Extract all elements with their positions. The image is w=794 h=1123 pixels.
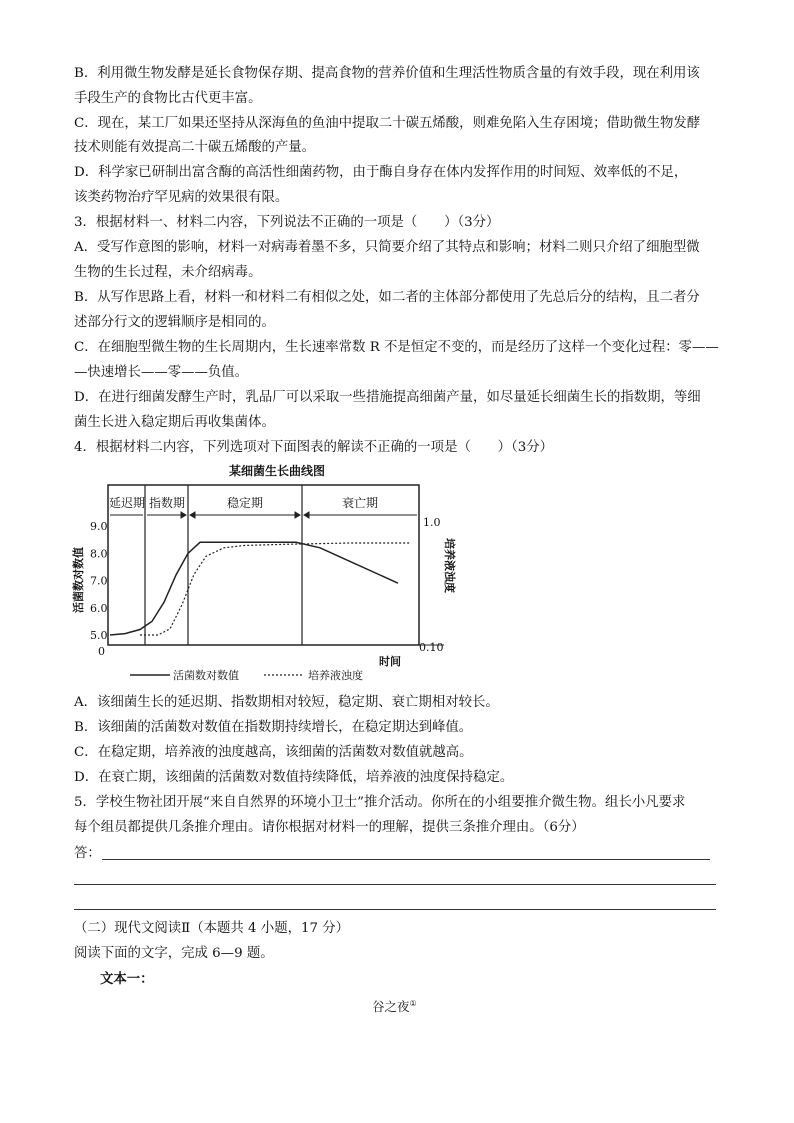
text-label: 文本一： <box>100 971 154 987</box>
line-10: B．从写作思路上看，材料一和材料二有相似之处，如二者的主体部分都使用了先总后分的结构，且二者分 <box>74 290 700 305</box>
left-tick-4: 6.0 <box>90 601 108 615</box>
left-tick-2: 8.0 <box>90 547 108 561</box>
instruction: 阅读下面的文字，完成 6—9 题。 <box>74 946 274 961</box>
x-axis-label: 时间 <box>379 655 401 668</box>
line-09: 生物的生长过程，未介绍病毒。 <box>74 265 262 280</box>
left-tick-1: 9.0 <box>90 520 108 533</box>
question-5: 5．学校生物社团开展“来自自然界的环境小卫士”推介活动。你所在的小组要推介微生物。组长小凡要求 <box>74 795 686 810</box>
line-04: 技术则能有效提高二十碳五烯酸的产量。 <box>74 140 316 155</box>
line-15: 菌生长进入稳定期后再收集菌体。 <box>74 415 275 430</box>
line-02: 手段生产的食物比古代更丰富。 <box>74 91 262 106</box>
option-a: A．该细菌生长的延迟期、指数期相对较短，稳定期、衰亡期相对较长。 <box>74 695 499 710</box>
right-tick-1: 1.0 <box>423 516 441 529</box>
phase-label-lag: 延迟期 <box>108 496 146 510</box>
line-11: 述部分行文的逻辑顺序是相同的。 <box>74 315 275 330</box>
line-08: A．受写作意图的影响，材料一对病毒着墨不多，只简要介绍了其特点和影响；材料二则只介绍了细胞型微 <box>74 240 700 255</box>
y-axis-label-left: 活菌数对数值 <box>72 547 85 613</box>
question-3: 3．根据材料一、材料二内容，下列说法不正确的一项是（ ）（3分） <box>74 215 500 230</box>
story-title-text: 谷之夜 <box>372 999 410 1015</box>
series-live-count <box>110 542 398 635</box>
answer-label: 答： <box>74 846 101 861</box>
growth-curve-chart <box>70 463 456 685</box>
phase-label-log: 指数期 <box>148 496 186 510</box>
left-tick-6: 0 <box>98 645 105 658</box>
answer-line-1[interactable] <box>102 859 710 860</box>
line-03: C．现在，某工厂如果还坚持从深海鱼的鱼油中提取二十碳五烯酸，则难免陷入生存困境；借助微生物发酵 <box>74 116 701 131</box>
series-turbidity <box>140 543 410 635</box>
line-14: D．在进行细菌发酵生产时，乳品厂可以采取一些措施提高细菌产量，如尽量延长细菌生长的指数期，等细 <box>74 390 701 405</box>
phase-label-stationary: 稳定期 <box>226 496 264 510</box>
line-01: B．利用微生物发酵是延长食物保存期、提高食物的营养价值和生理活性物质含量的有效手段，现在利用该 <box>74 66 700 81</box>
left-tick-3: 7.0 <box>90 574 108 588</box>
answer-line-3[interactable] <box>74 909 716 910</box>
story-title <box>372 995 417 1016</box>
chart-title: 某细菌生长曲线图 <box>228 464 326 478</box>
answer-line-2[interactable] <box>74 884 716 885</box>
legend-dotted-label: 培养液浊度 <box>308 669 363 682</box>
section-heading: （二）现代文阅读Ⅱ（本题共 4 小题，17 分） <box>74 921 350 936</box>
line-13: —快速增长——零——负值。 <box>74 365 249 380</box>
option-d: D．在衰亡期，该细菌的活菌数对数值持续降低，培养液的浊度保持稳定。 <box>74 770 514 785</box>
footnote-mark: ① <box>409 999 417 1008</box>
line-05: D．科学家已研制出富含酶的高活性细菌药物，由于酶自身存在体内发挥作用的时间短、效率低的不足， <box>74 165 688 180</box>
option-c: C．在稳定期，培养液的浊度越高，该细菌的活菌数对数值就越高。 <box>74 745 473 760</box>
question-4: 4．根据材料二内容，下列选项对下面图表的解读不正确的一项是（ ）（3分） <box>74 440 554 455</box>
option-b: B．该细菌的活菌数对数值在指数期持续增长，在稳定期达到峰值。 <box>74 720 473 735</box>
legend-solid-label: 活菌数对数值 <box>173 669 239 682</box>
y-axis-label-right: 培养液浊度 <box>443 538 456 593</box>
line-06: 该类药物治疗罕见病的效果很有限。 <box>74 190 289 205</box>
left-tick-5: 5.0 <box>90 629 108 642</box>
phase-label-death: 衰亡期 <box>341 496 379 510</box>
right-tick-2: 0.10 <box>419 641 444 654</box>
line-12: C．在细胞型微生物的生长周期内，生长速率常数 R 不是恒定不变的，而是经历了这样一个变化过程：零—— <box>74 340 719 355</box>
question-5-cont: 每个组员都提供几条推介理由。请你根据对材料一的理解，提供三条推介理由。（6分） <box>74 820 585 835</box>
